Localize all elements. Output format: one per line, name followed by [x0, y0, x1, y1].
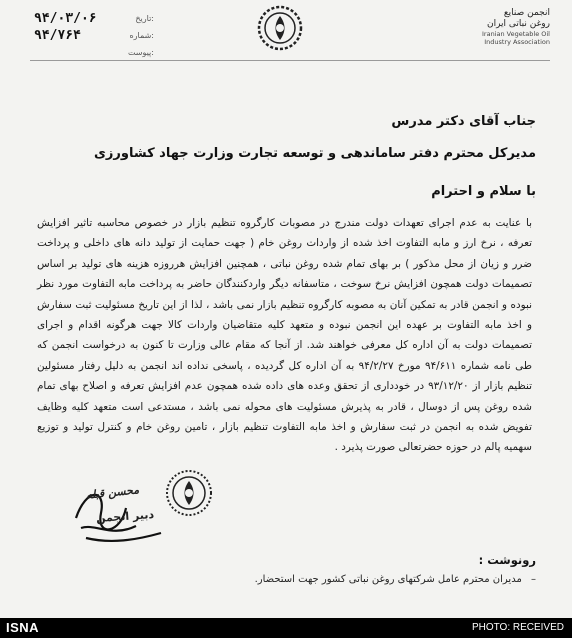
number-row — [34, 27, 154, 44]
stamp-seal-icon — [164, 468, 214, 518]
attachment-label: پیوست: — [127, 48, 154, 57]
date-row — [34, 10, 154, 27]
date-label: تاریخ: — [135, 14, 154, 23]
body-paragraph: با عنایت به عدم اجرای تعهدات دولت مندرج در مصوبات کارگروه تنظیم بازار در خصوص محاسبه تاثیر افزایش تعرفه ، نرخ ارز و مابه التفاوت اخذ شده از واردات روغن خام ( جهت حمایت از تولید دانه های داخلی و پرداخت ضرر و زیان از محل مذکور ) بر بهای تمام شده روغن نباتی ، همچنین افزایش هرروزه هزینه های تولید بر اساس تصمیمات دولت همچون افزایش نرخ سوخت ، متاسفانه دیگر واردکنندگان حاضر به پرداخت مابه التفاوت مورد نظر نبوده و انجمن قادر به تمکین آنان به مصوبه کارگروه تنظیم بازار نمی باشد ، لذا از این تاریخ مسئولیت ثبت سفارش و اخذ مابه التفاوت بر عهده این انجمن نبوده و متعهد کلیه متقاضیان واردات کالا جهت هرگونه اقدام و اجرای تصمیمات دولت به آن اداره کل معرفی خواهند شد. از آنجا که مقام عالی وزارت تا کنون به درخواست انجمن که طی نامه شماره ۹۴/۶۱۱ مورخ ۹۴/۲/۲۷ به آن اداره کل گردیده ، پاسخی نداده اند انجمن به دلیل رفتار مسئولین تنظیم بازار از ۹۳/۱۲/۲۰ در خودداری از تحقق وعده های داده شده همچون عدم افزایش تعرفه و اصلاح بهای تمام شده روغن پس از دوسال ، قادر به پذیرش مسئولیت های محوله نمی باشد ، مستدعی است متعهد کلیه وظایف تفویض شده به انجمن در ثبت سفارش و اخذ مابه التفاوت تنظیم بازار ، تامین روغن خام و کنترل تولید و توزیع سهمیه پالم در حوزه حضرتعالی صورت پذیرد . — [37, 217, 533, 454]
org-name-fa-line1: انجمن صنایع — [503, 8, 550, 18]
attachment-row — [34, 44, 154, 61]
number-value: ۹۴/۷۶۴ — [34, 28, 81, 43]
number-label: شماره: — [129, 31, 154, 40]
brand-logo: ISNA — [6, 620, 40, 635]
photo-credit: PHOTO: RECEIVED — [471, 622, 564, 633]
recipient-line: جناب آقای دکتر مدرس — [391, 114, 536, 129]
org-name-en-line1: Iranian Vegetable Oil — [482, 30, 550, 38]
letter-body — [37, 213, 532, 458]
org-name-fa-line2: روغن نباتی ایران — [486, 19, 550, 29]
association-logo-icon — [256, 4, 304, 52]
recipient-position: مدیرکل محترم دفتر ساماندهی و توسعه تجارت وزارت جهاد کشاورزی — [94, 146, 536, 161]
header-divider — [30, 60, 550, 61]
date-value: ۹۴/۰۳/۰۶ — [34, 11, 97, 26]
letter-meta — [34, 10, 154, 61]
signature-title: دبیر انجمن — [95, 507, 155, 526]
org-name-en-line2: Industry Association — [484, 38, 550, 46]
cc-item-text: مدیران محترم عامل شرکتهای روغن نباتی کشور جهت استحضار. — [254, 574, 522, 585]
greeting: با سلام و احترام — [431, 184, 536, 199]
cc-title: رونوشت : — [478, 553, 536, 567]
cc-item — [176, 574, 536, 585]
organization-name — [440, 8, 550, 46]
footer-bar — [0, 618, 572, 638]
signature-name: محسن قبله — [85, 483, 140, 502]
cc-bullet: – — [531, 574, 536, 585]
